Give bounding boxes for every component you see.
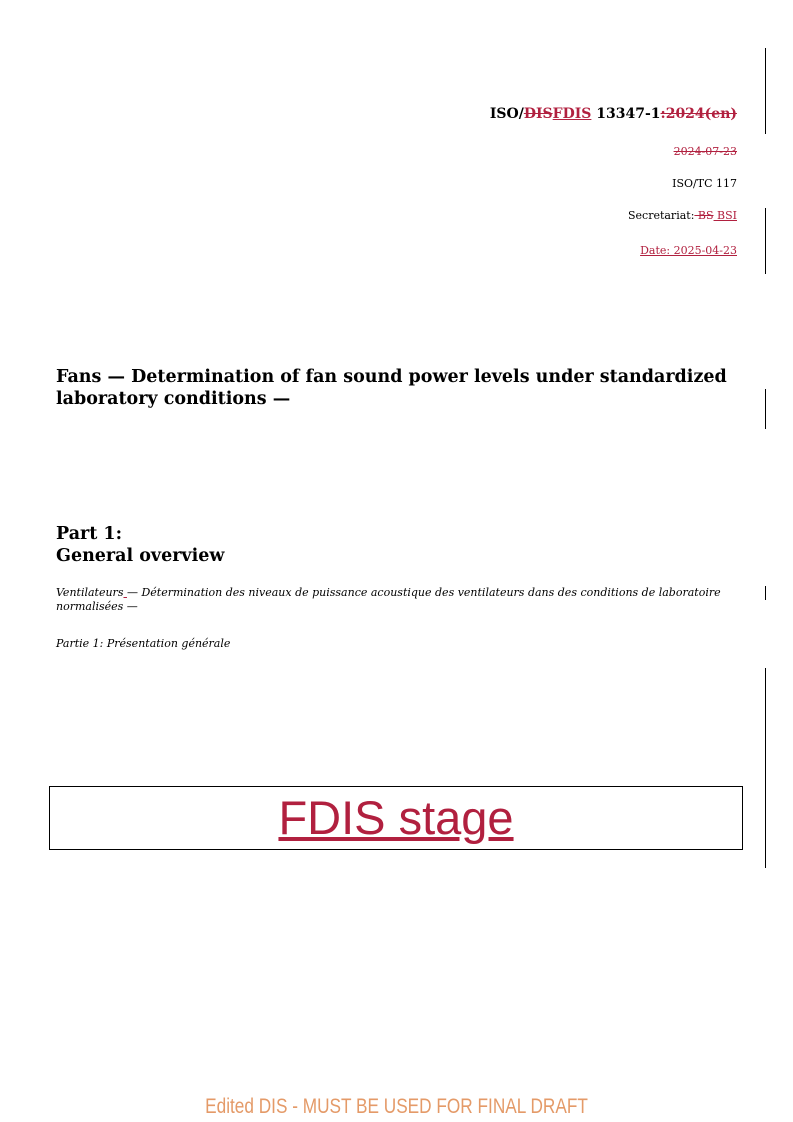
secretariat-label: Secretariat: xyxy=(627,209,695,222)
deleted-doc-suffix: :2024(en) xyxy=(660,106,737,122)
deleted-secretariat: BS xyxy=(694,209,714,222)
doc-prefix: ISO/ xyxy=(489,106,524,122)
draft-watermark: Edited DIS - MUST BE USED FOR FINAL DRAFT xyxy=(205,1095,588,1118)
deleted-date: 2024-07-23 xyxy=(673,145,737,158)
inserted-doc-type: FDIS xyxy=(552,106,592,122)
part-name: General overview xyxy=(56,546,225,566)
french-part-title: Partie 1: Présentation générale xyxy=(56,637,231,650)
change-bar-stage xyxy=(765,668,766,868)
technical-committee: ISO/TC 117 xyxy=(672,177,737,190)
inserted-secretariat: BSI xyxy=(713,209,737,222)
french-title-word: Ventilateurs xyxy=(56,586,124,599)
french-title-rest: — Détermination des niveaux de puissance acoustique des ventilateurs dans des conditions de laboratoire normalisées — xyxy=(56,586,721,613)
document-identifier xyxy=(490,106,737,122)
secretariat-line xyxy=(628,209,737,222)
change-bar-top xyxy=(765,48,766,134)
change-bar-french-title xyxy=(765,586,766,600)
deleted-doc-type: DIS xyxy=(523,106,553,122)
change-bar-title xyxy=(765,389,766,429)
inserted-date: Date: 2025-04-23 xyxy=(640,244,737,257)
french-title xyxy=(56,586,746,614)
doc-number: 13347-1 xyxy=(591,106,661,122)
stage-label: FDIS stage xyxy=(278,791,514,844)
document-title: Fans — Determination of fan sound power levels under standardized laboratory conditions — xyxy=(56,367,727,409)
change-bar-secretariat xyxy=(765,208,766,274)
part-heading xyxy=(56,523,746,567)
stage-box xyxy=(49,786,743,850)
part-number: Part 1: xyxy=(56,524,123,544)
